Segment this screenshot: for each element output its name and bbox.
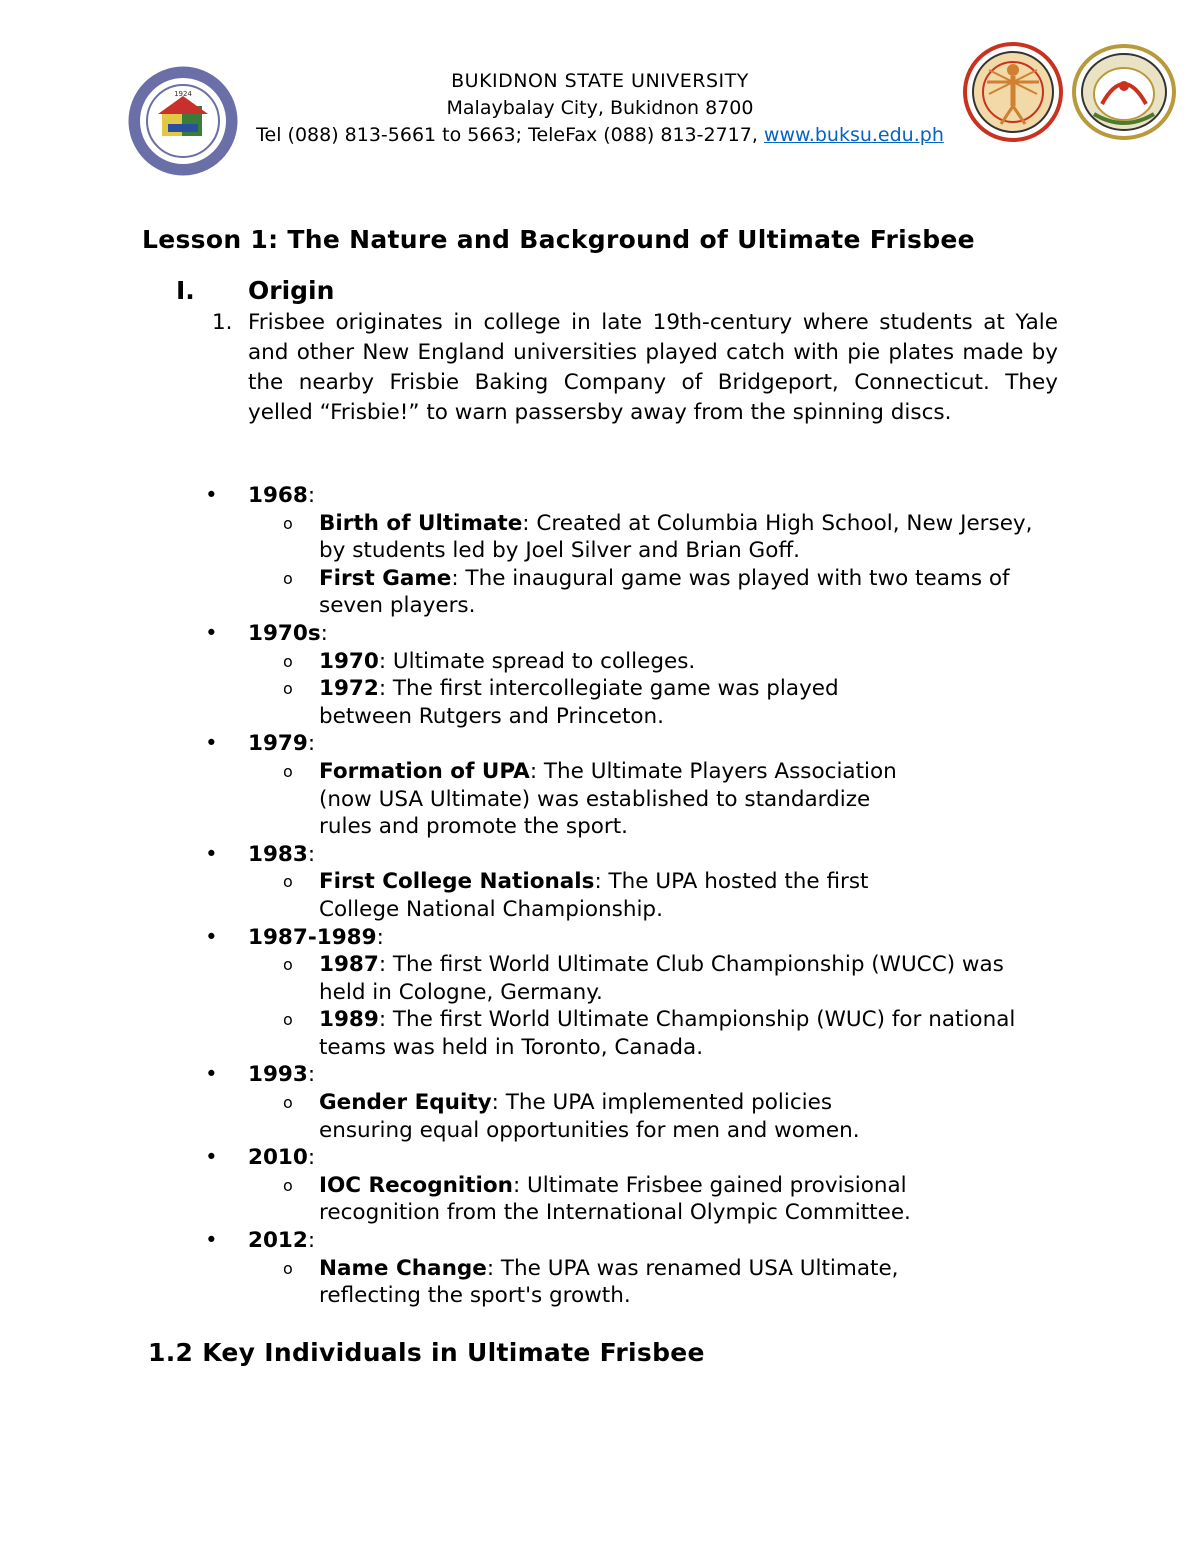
timeline-item-text: : The first intercollegiate game was played between Rutgers and Princeton.	[319, 676, 839, 729]
circle-bullet-icon: o	[283, 872, 293, 892]
timeline-item	[205, 510, 1039, 565]
timeline-item-text: : Created at Columbia High School, New Jersey, by students led by Joel Silver and Brian Goff.	[319, 510, 1033, 564]
svg-text:1924: 1924	[174, 90, 192, 98]
timeline-item-text: : The UPA was renamed USA Ultimate, reflecting the sport's growth.	[319, 1255, 899, 1309]
section-title: Origin	[248, 276, 335, 305]
timeline-year-label: 1970s	[248, 620, 321, 646]
timeline-item	[205, 1255, 919, 1310]
timeline-item-text: : The UPA implemented policies ensuring equal opportunities for men and women.	[319, 1090, 860, 1143]
timeline-item-text: : Ultimate Frisbee gained provisional recognition from the International Olympic Committee.	[319, 1172, 911, 1226]
bullet-icon: •	[205, 483, 218, 508]
timeline-item	[205, 951, 1039, 1006]
timeline-year: • 1983:	[205, 841, 316, 867]
website-link[interactable]: www.buksu.edu.ph	[763, 124, 944, 146]
timeline-item-label: Birth of Ultimate	[319, 510, 523, 536]
paragraph-text: Frisbee originates in college in late 19th-century where students at Yale and other New England universities played catch with pie plates made by the nearby Frisbie Baking Company of Bridgeport, Connecticut. They yelled “Frisbie!” to warn passersby away from the spinning discs.	[248, 310, 1058, 425]
lesson-content	[142, 222, 1060, 305]
timeline-year-label: 1979	[248, 731, 308, 757]
timeline-item	[205, 1006, 1039, 1061]
circle-bullet-icon: o	[283, 651, 293, 671]
timeline-item-label: Name Change	[319, 1255, 487, 1281]
timeline-year-label: 1983	[248, 841, 308, 867]
document-header	[0, 0, 1200, 170]
timeline-item-text: : The inaugural game was played with two teams of seven players.	[319, 565, 1010, 619]
timeline-year-label: 1993	[248, 1062, 308, 1088]
timeline-item-label: First College Nationals	[319, 869, 595, 895]
bullet-icon: •	[205, 731, 218, 757]
timeline-item	[205, 868, 919, 923]
circle-bullet-icon: o	[283, 1093, 293, 1113]
university-address: Malaybalay City, Bukidnon 8700	[446, 97, 754, 119]
section-2-title: 1.2 Key Individuals in Ultimate Frisbee	[148, 1338, 705, 1367]
contact-phone: Tel (088) 813-5661 to 5663; TeleFax (088) 813-2717,	[256, 124, 764, 146]
bullet-icon: •	[205, 841, 218, 867]
timeline-item	[205, 565, 1039, 620]
timeline-item-text: : The UPA hosted the first College National Championship.	[319, 869, 869, 922]
section-number: I.	[176, 276, 195, 305]
timeline-year: • 1970s:	[205, 620, 328, 646]
timeline-year-label: 2010	[248, 1145, 308, 1171]
timeline-item-text: : The first World Ultimate Championship (WUC) for national teams was held in Toronto, Canada.	[319, 1007, 1016, 1060]
timeline-item	[205, 675, 919, 730]
timeline-item-label: Formation of UPA	[319, 758, 530, 784]
laurel-seal-icon	[1072, 44, 1176, 140]
timeline-year: • 1968:	[205, 483, 316, 508]
origin-paragraph	[212, 308, 1058, 428]
bullet-icon: •	[205, 1062, 218, 1088]
bullet-icon: •	[205, 620, 218, 646]
circle-bullet-icon: o	[283, 1258, 293, 1278]
circle-bullet-icon: o	[283, 513, 293, 533]
timeline-item	[205, 1172, 919, 1227]
header-text	[200, 68, 1000, 149]
timeline-item-label: 1987	[319, 952, 379, 978]
timeline-item	[205, 1089, 919, 1144]
timeline-item-label: 1970	[319, 648, 379, 674]
timeline-year-label: 2012	[248, 1228, 308, 1254]
contact-line	[200, 122, 1000, 149]
timeline-year: • 1993:	[205, 1062, 316, 1088]
timeline-item-text: : Ultimate spread to colleges.	[378, 648, 696, 674]
timeline-item-label: IOC Recognition	[319, 1172, 513, 1198]
timeline-year: • 1987-1989:	[205, 924, 384, 950]
timeline-item	[205, 758, 919, 841]
timeline-item-label: First Game	[319, 565, 452, 591]
circle-bullet-icon: o	[283, 568, 293, 588]
bullet-icon: •	[205, 1228, 218, 1254]
timeline-year-label: 1968	[248, 483, 308, 508]
paragraph-number: 1.	[212, 310, 233, 335]
timeline-year: • 2010:	[205, 1145, 316, 1171]
circle-bullet-icon: o	[283, 1010, 293, 1030]
lesson-title: Lesson 1: The Nature and Background of Ultimate Frisbee	[142, 225, 975, 254]
timeline-year: • 1979:	[205, 731, 316, 757]
bullet-icon: •	[205, 924, 218, 950]
timeline-item-text: : The first World Ultimate Club Championship (WUCC) was held in Cologne, Germany.	[319, 952, 1004, 1005]
timeline-year-label: 1987-1989	[248, 924, 377, 950]
timeline-list	[205, 482, 1065, 1310]
timeline-item-text: : The Ultimate Players Association (now USA Ultimate) was established to standardize rules and promote the sport.	[319, 758, 897, 840]
circle-bullet-icon: o	[283, 1175, 293, 1195]
university-name: BUKIDNON STATE UNIVERSITY	[451, 70, 749, 92]
timeline-item-label: 1972	[319, 676, 379, 702]
timeline-item-label: Gender Equity	[319, 1090, 492, 1116]
timeline-year: • 2012:	[205, 1228, 316, 1254]
circle-bullet-icon: o	[283, 679, 293, 699]
timeline-item-label: 1989	[319, 1007, 379, 1033]
circle-bullet-icon: o	[283, 761, 293, 781]
circle-bullet-icon: o	[283, 955, 293, 975]
bullet-icon: •	[205, 1145, 218, 1171]
timeline-item	[205, 648, 919, 676]
